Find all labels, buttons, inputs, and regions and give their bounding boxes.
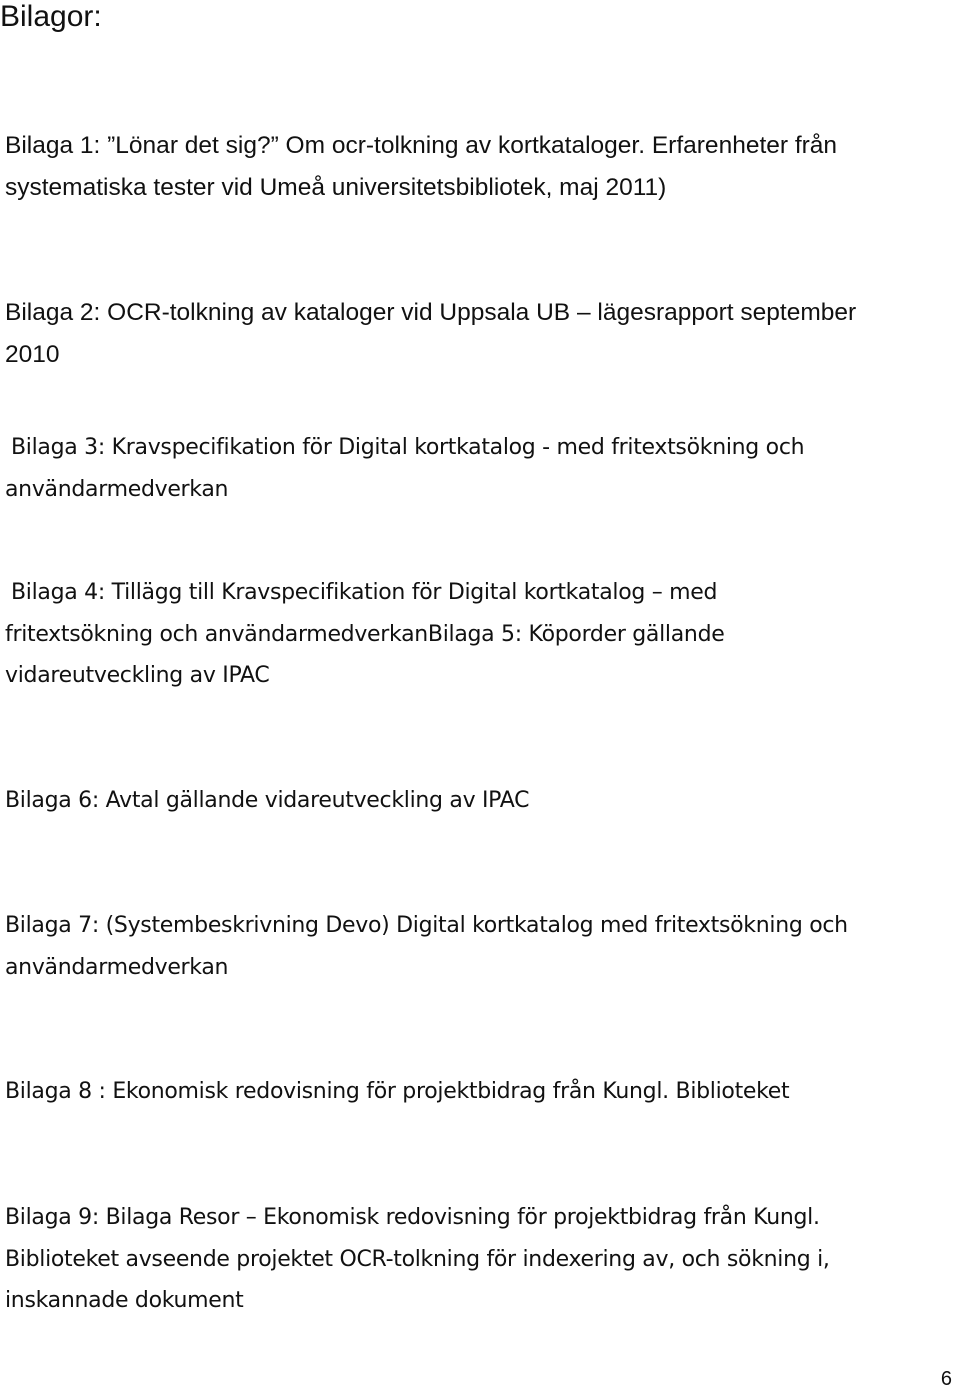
- entry-line: 2010: [5, 340, 60, 368]
- appendix-entry-3: [5, 427, 959, 510]
- entry-line: Bilaga 4: Tillägg till Kravspecifikation för Digital kortkatalog – med: [11, 580, 718, 605]
- appendix-entry-1: [5, 125, 953, 208]
- entry-line: Bilaga 7: (Systembeskrivning Devo) Digital kortkatalog med fritextsökning och: [5, 913, 848, 938]
- page-heading: Bilagor:: [0, 0, 102, 33]
- entry-line: Bilaga 6: Avtal gällande vidareutveckling av IPAC: [5, 788, 530, 813]
- entry-line: Biblioteket avseende projektet OCR-tolkning för indexering av, och sökning i,: [5, 1246, 830, 1272]
- entry-line: Bilaga 1: ”Lönar det sig?” Om ocr-tolkning av kortkataloger. Erfarenheter från: [5, 132, 838, 159]
- entry-line: Bilaga 3: Kravspecifikation för Digital kortkatalog - med fritextsökning och: [11, 435, 805, 460]
- appendix-entry-2: [5, 292, 953, 375]
- entry-line: fritextsökning och användarmedverkanBilaga 5: Köporder gällande: [5, 621, 725, 647]
- appendix-entry-7: [5, 905, 953, 988]
- appendix-entry-6: [5, 780, 953, 822]
- page-number: 6: [940, 1368, 952, 1390]
- entry-line: systematiska tester vid Umeå universitetsbibliotek, maj 2011): [5, 173, 667, 201]
- entry-line: Bilaga 8 : Ekonomisk redovisning för projektbidrag från Kungl. Biblioteket: [5, 1079, 790, 1104]
- appendix-entry-8: [5, 1071, 953, 1113]
- entry-line: inskannade dokument: [5, 1288, 244, 1313]
- entry-line: användarmedverkan: [5, 476, 229, 502]
- entry-line: Bilaga 2: OCR-tolkning av kataloger vid Uppsala UB – lägesrapport september: [5, 299, 857, 326]
- appendix-entry-4: [5, 572, 959, 697]
- entry-line: användarmedverkan: [5, 954, 229, 980]
- entry-line: Bilaga 9: Bilaga Resor – Ekonomisk redovisning för projektbidrag från Kungl.: [5, 1205, 820, 1230]
- entry-line: vidareutveckling av IPAC: [5, 663, 270, 688]
- appendix-entry-9: [5, 1197, 953, 1322]
